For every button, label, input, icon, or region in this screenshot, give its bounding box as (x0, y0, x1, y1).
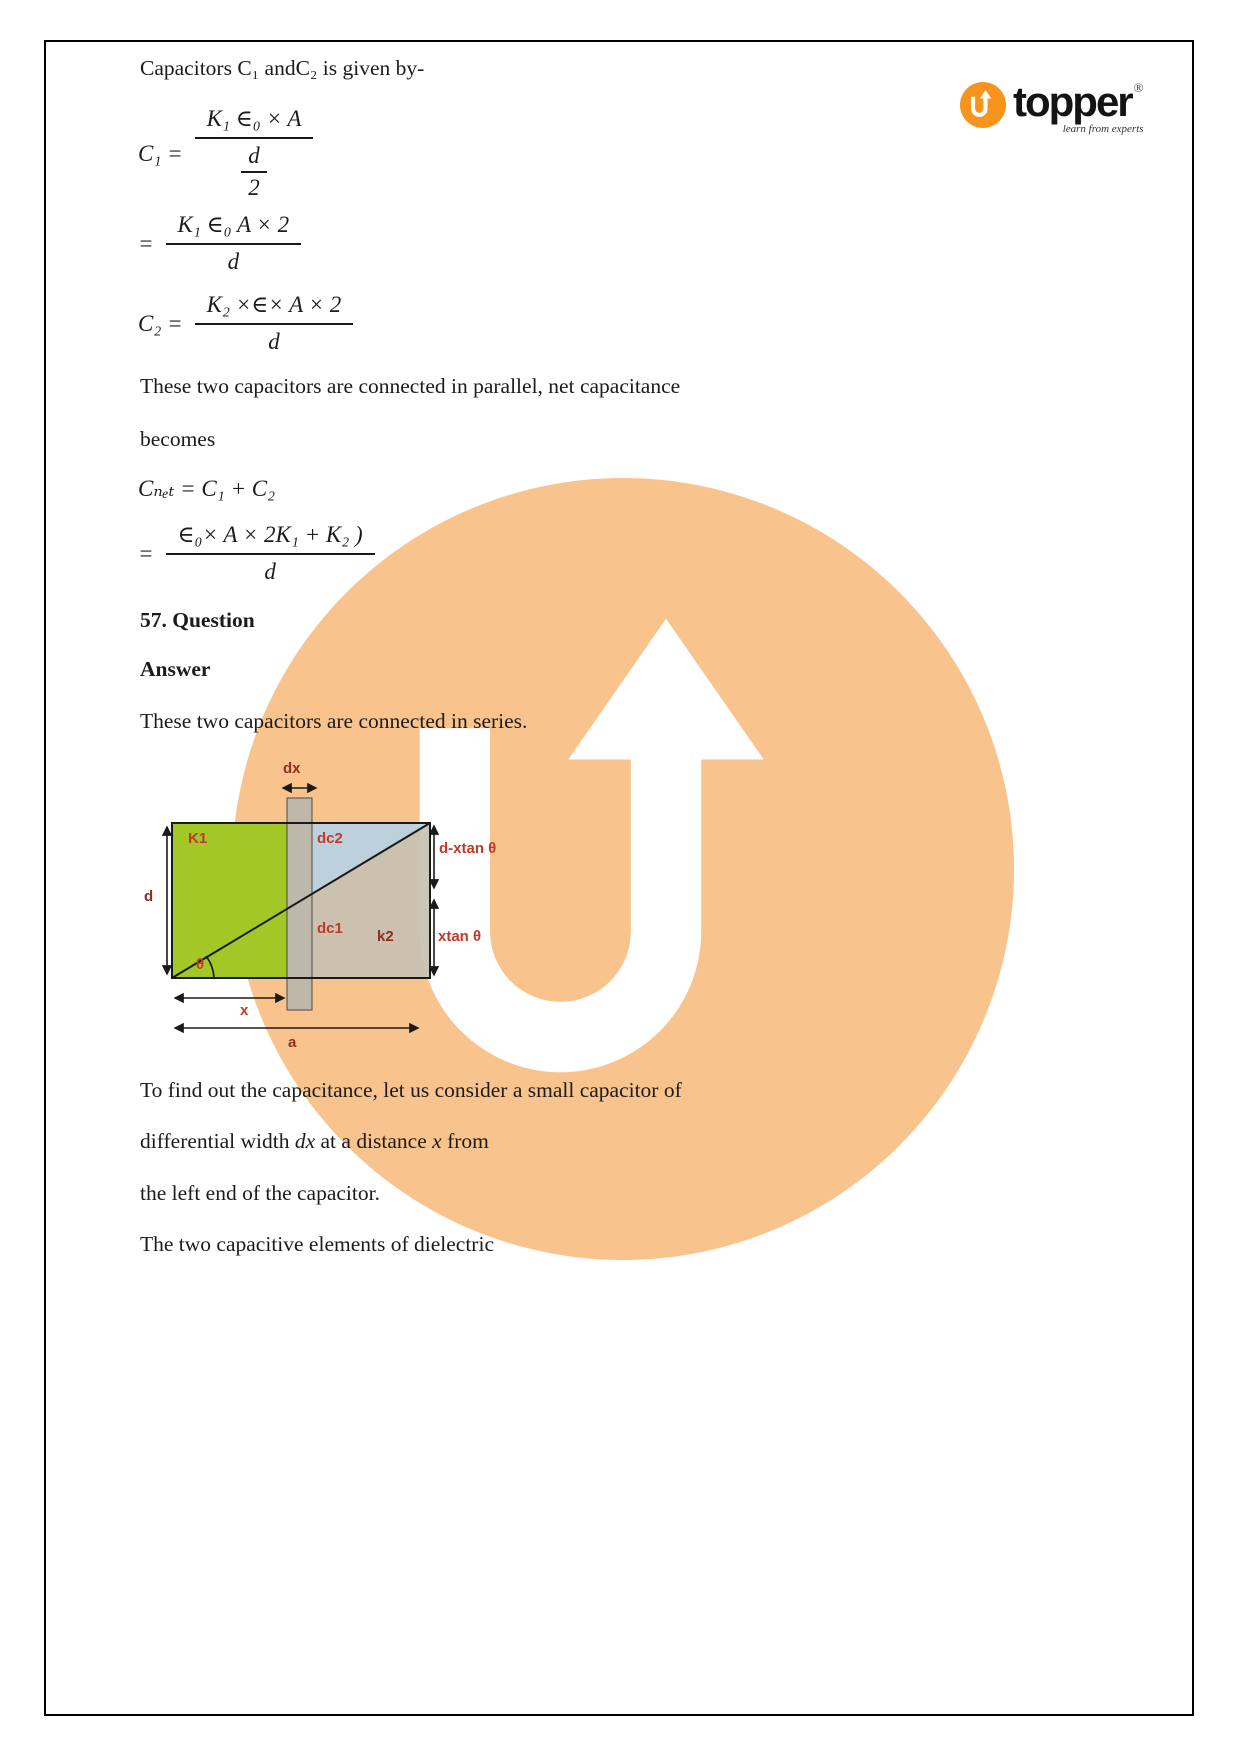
equation-cnet (138, 476, 275, 502)
fraction-denominator: d (268, 329, 280, 354)
equation-c1-simplified (138, 212, 301, 275)
label-dc1: dc1 (317, 920, 343, 937)
fraction (166, 212, 302, 275)
label-a: a (288, 1034, 297, 1051)
brand-name: topper (1013, 78, 1132, 125)
fraction (195, 106, 314, 201)
label-k1: K1 (188, 830, 208, 847)
fraction-numerator: K₂ ×∈× A × 2 (195, 292, 354, 325)
heading-answer: Answer (140, 657, 211, 681)
nested-denominator: 2 (248, 175, 260, 200)
paragraph-series: These two capacitors are connected in series. (140, 709, 528, 733)
fraction-numerator: ∈₀× A × 2K₁ + K₂ ) (166, 522, 375, 555)
topper-logo-icon (960, 82, 1006, 128)
label-d: d (144, 888, 154, 905)
fraction-numerator: K₁ ∈₀ × A (195, 106, 314, 139)
label-k2: k2 (377, 928, 394, 945)
fraction-denominator: d (264, 559, 276, 584)
text-segment: differential width (140, 1129, 295, 1153)
capacitor-diagram-figure (130, 758, 610, 1058)
label-d-minus-xtan-theta: d-xtan θ (439, 840, 497, 857)
variable-dx: dx (294, 1129, 316, 1153)
equation-lhs: C₂ = (138, 310, 183, 336)
nested-numerator: d (241, 143, 267, 173)
nested-fraction (241, 143, 267, 201)
variable-x: x (432, 1129, 442, 1153)
equation-lhs: = (138, 230, 154, 256)
registered-mark: ® (1133, 80, 1144, 95)
equation-lhs: = (138, 540, 154, 566)
fraction-denominator: d (227, 249, 240, 274)
equation-c2 (138, 292, 353, 355)
equation-lhs: C₁ = (138, 140, 183, 166)
label-x: x (240, 1002, 249, 1019)
paragraph-left-end: the left end of the capacitor. (140, 1181, 380, 1205)
brand-tagline: learn from experts (1062, 122, 1144, 135)
topper-logo (960, 78, 1144, 135)
equation-c1 (138, 106, 313, 201)
paragraph-find-capacitance: To find out the capacitance, let us consider a small capacitor of (140, 1078, 682, 1102)
label-xtan-theta: xtan θ (438, 928, 482, 945)
heading-question-57: 57. Question (140, 608, 255, 632)
label-dc2: dc2 (317, 830, 343, 847)
paragraph-parallel: These two capacitors are connected in parallel, net capacitance (140, 374, 681, 398)
equation-cnet-expanded (138, 522, 375, 585)
fraction (166, 522, 375, 585)
text-segment: at a distance (315, 1129, 433, 1153)
label-dx: dx (283, 760, 301, 777)
paragraph-differential-width (140, 1128, 489, 1155)
paragraph-capacitors-intro: Capacitors C₁ andC₂ is given by- (140, 56, 425, 80)
equation-text: Cₙₑₜ = C₁ + C₂ (138, 476, 276, 501)
paragraph-becomes: becomes (140, 427, 216, 451)
fraction (195, 292, 354, 355)
paragraph-capacitive-elements: The two capacitive elements of dielectric (140, 1232, 494, 1256)
logo-text (1013, 78, 1144, 135)
text-segment: from (441, 1129, 489, 1153)
label-theta: θ (196, 956, 205, 973)
fraction-numerator: K₁ ∈₀ A × 2 (166, 212, 302, 245)
diagram-shapes (130, 758, 610, 1058)
